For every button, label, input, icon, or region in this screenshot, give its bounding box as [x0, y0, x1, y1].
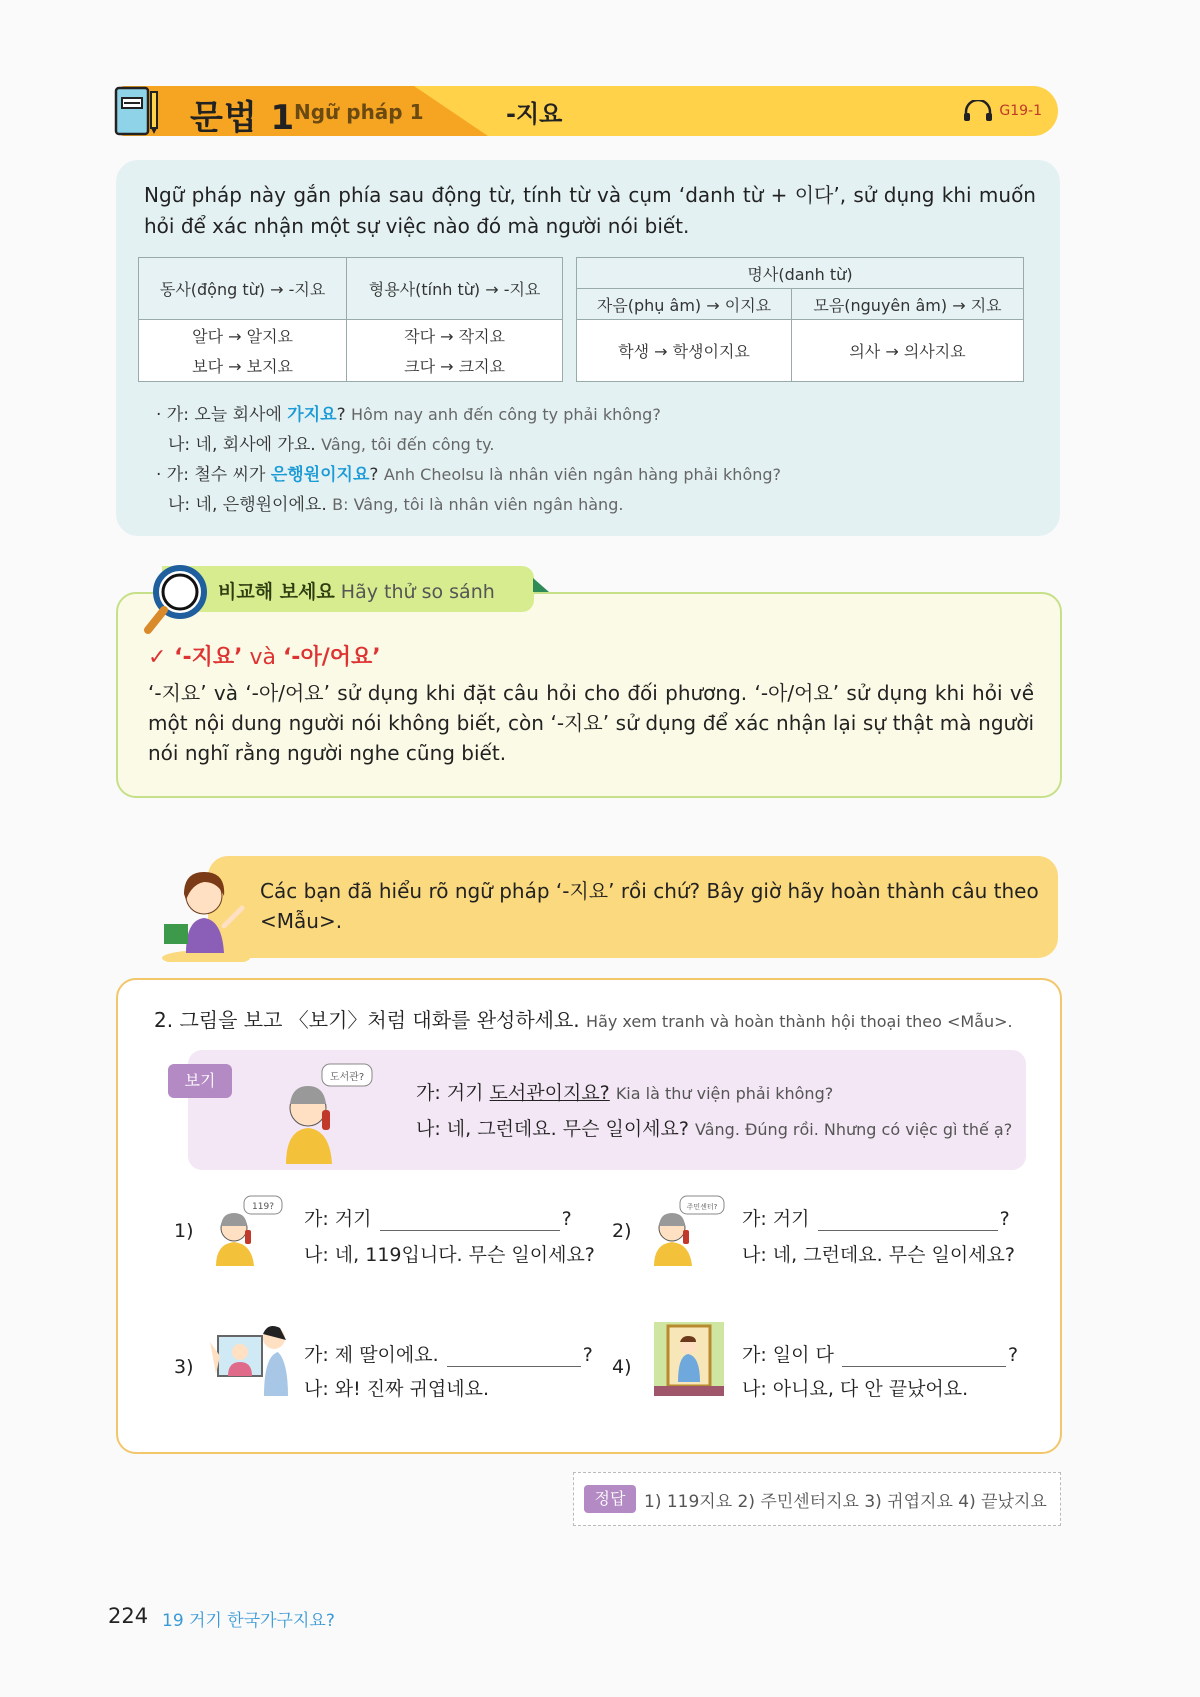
example-line: 나: 네, 은행원이에요. B: Vâng, tôi là nhân viên ngân hàng. — [168, 495, 624, 515]
chapter-title: 19 거기 한국가구지요? — [162, 1611, 335, 1631]
sample-answer: 도서관이지요? — [489, 1082, 610, 1104]
explanation-text: Ngữ pháp này gắn phía sau động từ, tính từ và cụm ‘danh từ + 이다’, sử dụng khi muốn hỏi để xác nhận một sự việc nào đó mà người nói biết. — [144, 183, 1036, 238]
table-cell: 학생 → 학생이지요 — [577, 320, 792, 382]
item-line-b: 나: 아니요, 다 안 끝났어요. — [742, 1378, 969, 1400]
example-line: · 가: 철수 씨가 은행원이지요? Anh Cheolsu là nhân viên ngân hàng phải không? — [156, 465, 782, 485]
table-cell: 작다 → 작지요 — [347, 320, 563, 351]
item-line-b: 나: 와! 진짜 귀엽네요. — [304, 1378, 490, 1400]
sample-line-b: 나: 네, 그런데요. 무슨 일이세요? Vâng. Đúng rồi. Nhưng có việc gì thế ạ? — [416, 1118, 1013, 1140]
table-cell: 크다 → 크지요 — [347, 351, 563, 382]
man-phone-icon — [212, 1194, 286, 1266]
table-cell: 보다 → 보지요 — [139, 351, 347, 382]
exercise-box — [116, 978, 1062, 1454]
compare-body: ‘-지요’ và ‘-아/어요’ sử dụng khi đặt câu hỏi cho đối phương. ‘-아/어요’ sử dụng khi hỏi về một nội dung người nói không biết, còn ‘-지요’ sử dụng để xác nhận lại sự thật mà người nói nghĩ rằng người nghe cũng biết. — [148, 681, 1034, 765]
headphones-icon — [963, 100, 993, 122]
answer-key — [573, 1472, 1061, 1526]
compare-tab-ko: 비교해 보세요 — [218, 581, 335, 603]
teacher-speech — [208, 856, 1058, 958]
magnifier-icon — [140, 562, 210, 638]
item-bubble: 주민센터? — [686, 1203, 718, 1211]
audio-track[interactable] — [963, 100, 1042, 122]
grammar-header — [118, 86, 1058, 136]
item-line-a: 가: 거기 ? — [304, 1208, 572, 1230]
man-door-icon — [654, 1322, 724, 1396]
item-line-a: 가: 거기 ? — [742, 1208, 1010, 1230]
vowel-header: 모음(nguyên âm) → 지요 — [792, 289, 1024, 320]
answer-blank[interactable] — [842, 1346, 1006, 1367]
example-line: 나: 네, 회사에 가요. Vâng, tôi đến công ty. — [168, 435, 495, 455]
explanation-box — [116, 160, 1060, 536]
compare-tab — [162, 566, 534, 612]
item-bubble: 119? — [252, 1202, 274, 1212]
item-line-a: 가: 일이 다 ? — [742, 1344, 1019, 1366]
book-pencil-icon — [114, 86, 160, 136]
item-line-b: 나: 네, 119입니다. 무슨 일이세요? — [304, 1244, 595, 1266]
sample-tag: 보기 — [168, 1064, 232, 1098]
answer-blank[interactable] — [818, 1210, 998, 1231]
page-number: 224 — [108, 1604, 149, 1628]
item-line-b: 나: 네, 그런데요. 무슨 일이세요? — [742, 1244, 1015, 1266]
answer-tag: 정답 — [584, 1485, 636, 1513]
item-number: 1) — [174, 1220, 194, 1242]
item-number: 2) — [612, 1220, 632, 1242]
verb-header: 동사(động từ) → -지요 — [139, 258, 347, 320]
answer-blank[interactable] — [380, 1210, 560, 1231]
answer-text: 1) 119지요 2) 주민센터지요 3) 귀엽지요 4) 끝났지요 — [644, 1492, 1047, 1512]
sample-bubble: 도서관? — [329, 1072, 365, 1083]
tab-flag — [533, 578, 549, 592]
adjective-header: 형용사(tính từ) → -지요 — [347, 258, 563, 320]
answer-blank[interactable] — [447, 1346, 581, 1367]
item-number: 4) — [612, 1356, 632, 1378]
photo-frame-icon — [210, 1322, 288, 1396]
verb-adjective-table — [138, 257, 563, 382]
man-phone-icon — [650, 1194, 726, 1266]
compare-box — [116, 592, 1062, 798]
sample-dialogue — [184, 1050, 1026, 1170]
noun-table — [576, 257, 1024, 382]
item-number: 3) — [174, 1356, 194, 1378]
item-line-a: 가: 제 딸이에요. ? — [304, 1344, 593, 1366]
consonant-header: 자음(phụ âm) → 이지요 — [577, 289, 792, 320]
compare-tab-vi: Hãy thử so sánh — [340, 581, 495, 603]
grammar-title: 문법 1 — [190, 98, 296, 138]
compare-title: ✓ ‘-지요’ và ‘-아/어요’ — [148, 645, 381, 670]
grammar-pattern: -지요 — [506, 100, 563, 128]
exercise-title: 2. 그림을 보고 〈보기〉처럼 대화를 완성하세요. Hãy xem tranh và hoàn thành hội thoại theo <Mẫu>. — [154, 1008, 1013, 1032]
speech-text: Các bạn đã hiểu rõ ngữ pháp ‘-지요’ rồi chứ? Bây giờ hãy hoàn thành câu theo <Mẫu>. — [260, 879, 1039, 933]
man-phone-icon — [278, 1060, 378, 1164]
teacher-illustration-icon — [156, 858, 250, 962]
table-cell: 의사 → 의사지요 — [792, 320, 1024, 382]
table-cell: 알다 → 알지요 — [139, 320, 347, 351]
grammar-subtitle: Ngữ pháp 1 — [294, 100, 424, 124]
sample-line-a: 가: 거기 도서관이지요? Kia là thư viện phải không? — [416, 1082, 834, 1104]
noun-header: 명사(danh từ) — [577, 258, 1024, 289]
audio-code: G19-1 — [999, 103, 1042, 119]
example-line: · 가: 오늘 회사에 가지요? Hôm nay anh đến công ty phải không? — [156, 405, 661, 425]
